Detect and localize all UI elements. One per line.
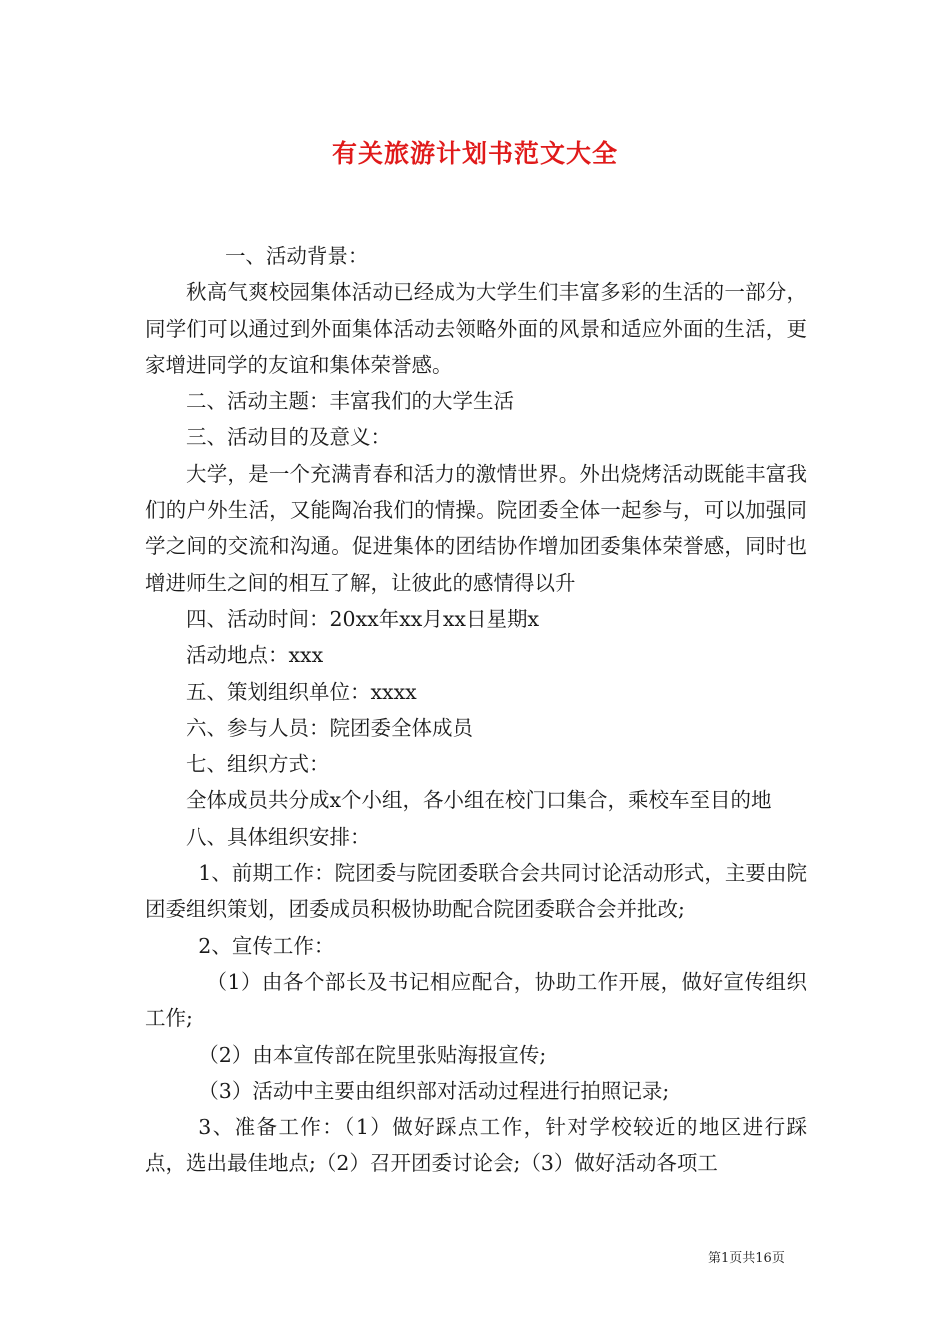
paragraph: 大学，是一个充满青春和活力的激情世界。外出烧烤活动既能丰富我们的户外生活，又能陶冶我们的情操。院团委全体一起参与，可以加强同学之间的交流和沟通。促进集体的团结协作增加团委集体荣誉感，同时也增进师生之间的相互了解，让彼此的感情得以升 [145, 461, 807, 595]
paragraph: 四、活动时间：20xx年xx月xx日星期x [186, 606, 540, 631]
paragraph: 3、准备工作：（1）做好踩点工作，针对学校较近的地区进行踩点，选出最佳地点;（2）召开团委讨论会;（3）做好活动各项工 [145, 1115, 807, 1176]
paragraph: 全体成员共分成x个小组，各小组在校门口集合，乘校车至目的地 [186, 788, 772, 813]
paragraph: 2、宣传工作： [198, 933, 335, 958]
paragraph: 1、前期工作：院团委与院团委联合会共同讨论活动形式，主要由院团委组织策划，团委成员积极协助配合院团委联合会并批改; [145, 861, 807, 922]
paragraph: 一、活动背景： [224, 244, 369, 268]
paragraph: 六、参与人员：院团委全体成员 [186, 715, 473, 740]
paragraph: （3）活动中主要由组织部对活动过程进行拍照记录; [198, 1078, 670, 1103]
document-body [145, 238, 807, 1182]
paragraph: （2）由本宣传部在院里张贴海报宣传; [198, 1042, 547, 1067]
paragraph: 活动地点：xxx [186, 643, 324, 668]
paragraph: 三、活动目的及意义： [186, 425, 391, 450]
paragraph: （1）由各个部长及书记相应配合，协助工作开展，做好宣传组织工作; [145, 969, 807, 1031]
document-title: 有关旅游计划书范文大全 [331, 139, 618, 168]
paragraph: 秋高气爽校园集体活动已经成为大学生们丰富多彩的生活的一部分，同学们可以通过到外面集体活动去领略外面的风景和适应外面的生活，更家增进同学的友谊和集体荣誉感。 [145, 280, 807, 377]
paragraph: 二、活动主题：丰富我们的大学生活 [186, 389, 514, 414]
paragraph: 八、具体组织安排： [186, 824, 371, 849]
paragraph: 五、策划组织单位：xxxx [186, 679, 417, 704]
paragraph: 七、组织方式： [186, 752, 330, 777]
page-number-footer: 第1页共16页 [708, 1251, 785, 1266]
